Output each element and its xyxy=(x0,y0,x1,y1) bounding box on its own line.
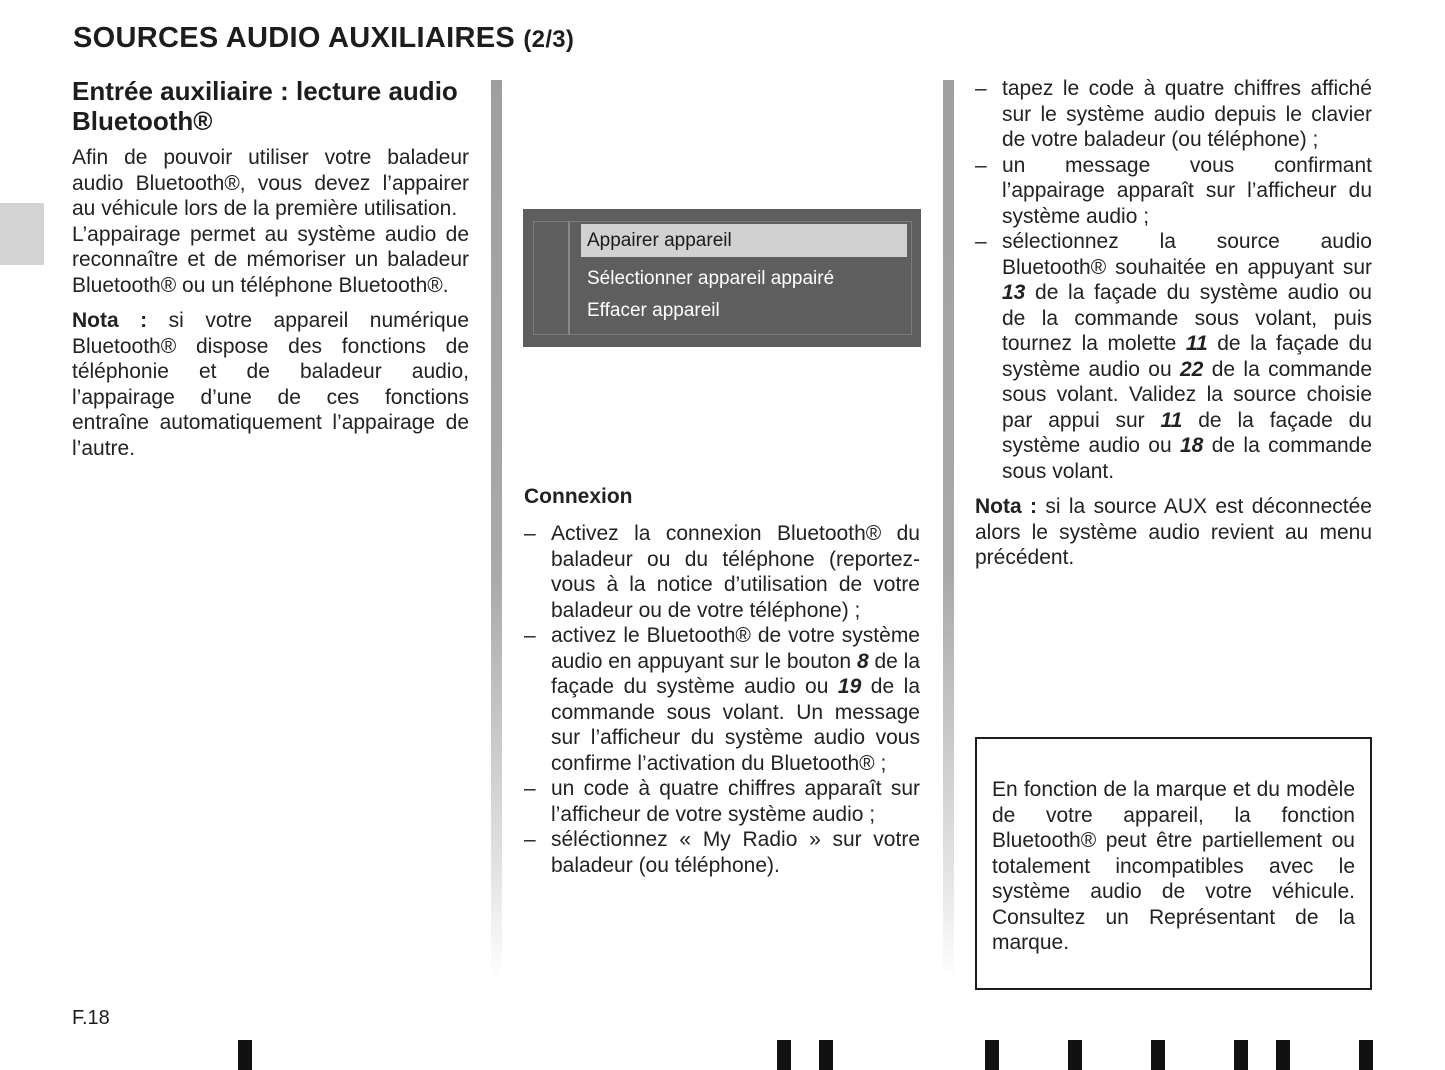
button-ref-8: 8 xyxy=(856,649,869,673)
pairing-step: – tapez le code à quatre chiffres affiché sur le système audio depuis le clavier de votre baladeur (ou téléphone) ; xyxy=(975,76,1372,153)
button-ref-13: 13 xyxy=(1002,281,1026,304)
pairing-paragraph: L’appairage permet au système audio de reconnaître et de mémoriser un baladeur Bluetooth® ou un téléphone Bluetooth®. xyxy=(72,222,469,297)
column-divider-right xyxy=(943,80,954,980)
screen-side-strip xyxy=(534,222,570,334)
compatibility-info-box xyxy=(975,737,1372,990)
knob-ref-11-validate: 11 xyxy=(1160,408,1183,432)
connexion-step: – séléctionnez « My Radio » sur votre baladeur (ou téléphone). xyxy=(524,827,920,878)
print-registration-mark xyxy=(1359,1040,1373,1070)
pairing-step: – sélectionnez la source audio Bluetooth® souhaitée en appuyant sur 13 de la façade du système audio ou de la commande sous volant, puis tournez la molette 11 de la façade du système audio ou 22 de la commande sous volant. Validez la source choisie par appui sur 11 de la façade du système audio ou 18 de la commande sous volant. xyxy=(975,229,1372,484)
print-registration-mark xyxy=(1068,1040,1082,1070)
knob-ref-11: 11 xyxy=(1185,332,1208,355)
connexion-step: – Activez la connexion Bluetooth® du baladeur ou du téléphone (reportez-vous à la notice d’utilisation de votre baladeur ou de votre téléphone) ; xyxy=(524,521,920,623)
menu-item-select-paired-device: Sélectionner appareil appairé xyxy=(587,268,835,289)
print-registration-mark xyxy=(238,1040,252,1070)
page-title-text: SOURCES AUDIO AUXILIAIRES xyxy=(73,22,516,54)
connexion-step: – un code à quatre chiffres apparaît sur l’afficheur de votre système audio ; xyxy=(524,776,920,827)
middle-column xyxy=(524,484,920,878)
compatibility-text: En fonction de la marque et du modèle de votre appareil, la fonction Bluetooth® peut être partiellement ou totalement incompatibles avec le système audio de votre véhicule. Consultez un Représentant de la marque. xyxy=(992,778,1355,954)
side-tab-marker xyxy=(0,203,44,265)
print-registration-mark xyxy=(1276,1040,1290,1070)
aux-note-label: Nota : xyxy=(975,495,1038,518)
menu-item-delete-device: Effacer appareil xyxy=(587,300,720,321)
right-column xyxy=(975,76,1372,571)
print-registration-mark xyxy=(985,1040,999,1070)
aux-note-text: si la source AUX est déconnectée alors le système audio revient au menu précédent. xyxy=(975,495,1372,569)
left-column xyxy=(72,76,469,461)
column-divider-left xyxy=(491,80,502,980)
page-part-indicator: (2/3) xyxy=(523,26,575,53)
section-heading-bluetooth: Entrée auxiliaire : lecture audio Bluetooth® xyxy=(72,76,458,136)
connexion-steps xyxy=(524,521,920,878)
button-ref-19: 19 xyxy=(837,675,862,698)
screen-frame xyxy=(533,221,912,335)
pairing-steps xyxy=(975,76,1372,484)
pairing-step: – un message vous confirmant l’appairage apparaît sur l’afficheur du système audio ; xyxy=(975,153,1372,230)
intro-paragraph: Afin de pouvoir utiliser votre baladeur audio Bluetooth®, vous devez l’appairer au véhicule lors de la première utilisation. xyxy=(72,146,469,220)
print-registration-mark xyxy=(819,1040,833,1070)
page-title xyxy=(73,22,574,55)
print-registration-mark xyxy=(1151,1040,1165,1070)
print-registration-mark xyxy=(777,1040,791,1070)
control-ref-22: 22 xyxy=(1180,357,1204,381)
page-number: F.18 xyxy=(72,1007,110,1029)
connexion-step: – activez le Bluetooth® de votre système audio en appuyant sur le bouton 8 de la façade du système audio ou 19 de la commande sous volant. Un message sur l’afficheur du système audio vous confirme l’activation du Bluetooth® ; xyxy=(524,623,920,776)
note-label: Nota : xyxy=(72,309,148,332)
audio-screen-illustration xyxy=(523,209,921,347)
note-paragraph xyxy=(72,308,469,461)
connexion-heading: Connexion xyxy=(524,485,633,508)
menu-item-pair-device: Appairer appareil xyxy=(581,224,907,257)
control-ref-18: 18 xyxy=(1180,434,1204,457)
note-text: si votre appareil numérique Bluetooth® dispose des fonctions de téléphonie et de baladeur audio, l’appairage d’une de ces fonctions entraîne automatiquement l’appairage de l’autre. xyxy=(72,309,469,460)
print-registration-mark xyxy=(1234,1040,1248,1070)
aux-note-paragraph xyxy=(975,494,1372,571)
